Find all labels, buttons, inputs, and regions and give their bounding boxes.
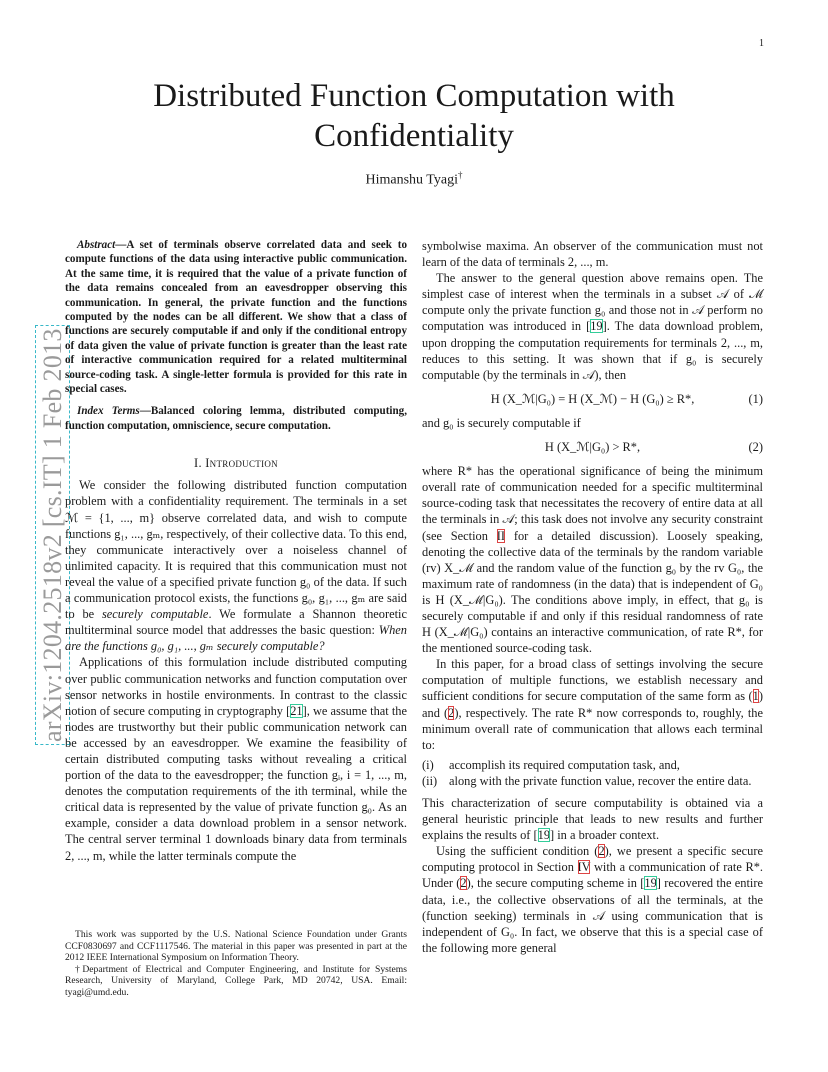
index-terms: Index Terms—Balanced coloring lemma, distributed computing, function computation, omniscience, secure computation.: [65, 405, 407, 432]
paragraph: Applications of this formulation include distributed computing over public communication networks and function computation over sensor networks in hostile environments. In contrast to the classic notion of secure computing in cryptography [21], we assume that the nodes are trustworthy but their public communication network can be accessed by an eavesdropper. We examine the feasibility of certain distributed computing tasks without revealing a critical portion of the data to the eavesdropper; the function gᵢ, i = 1, ..., m, denotes the computation requirements of the ith terminal, while the critical data is represented by the value of private function g₀. As an example, consider a data download problem in a sensor network. The central server terminal 1 downloads binary data from terminals 2, ..., m, while the latter terminals compute the: [65, 655, 407, 863]
citation-link[interactable]: 21: [290, 703, 303, 718]
author: Himanshu Tyagi†: [365, 170, 463, 188]
paragraph: In this paper, for a broad class of settings involving the secure computation of multiple functions, we establish necessary and sufficient conditions for secure computation of the same form as (1) and (2), respectively. The rate R* now corresponds to, roughly, the minimum overall rate of communication that allows each terminal to:: [422, 657, 763, 752]
section-heading: I. Introduction: [194, 456, 278, 471]
paragraph: The answer to the general question above remains open. The simplest case of interest when the terminals in a subset 𝒜 of ℳ compute only the private function g₀ and those not in 𝒜 perform no computation was introduced in [19]. The data download problem, upon dropping the computation requirements for terminals 2, ..., m, reduces to this setting. It was shown that if g₀ is securely computable (by the terminals in 𝒜), then: [422, 271, 763, 382]
citation-link[interactable]: 19: [590, 319, 603, 334]
equation-link[interactable]: 2: [460, 876, 467, 891]
paragraph: and g₀ is securely computable if: [422, 415, 581, 430]
citation-link[interactable]: 19: [537, 828, 551, 843]
enumerated-list: [422, 757, 763, 789]
equation-1: H (X_ℳ|G₀) = H (X_ℳ) − H (G₀) ≥ R*, (1): [490, 391, 763, 406]
left-column: [65, 238, 407, 864]
equation-2: H (X_ℳ|G₀) > R*, (2): [544, 440, 763, 455]
equation-link[interactable]: 2: [448, 705, 455, 720]
paragraph: where R* has the operational significance of being the minimum overall rate of communication needed for a specific multiterminal source-coding task that necessitates the recovery of entire data at all the terminals in 𝒜; this task does not involve any security constraint (see Section II for a detailed discussion). Loosely speaking, denoting the collective data of the terminals by the random variable (rv) X_ℳ and the random value of the function g₀ by the rv G₀, the maximum rate of randomness (in the data) that is independent of G₀ is H (X_ℳ|G₀). The conditions above imply, in effect, that g₀ is securely computable if and only if this residual randomness of rate H (X_ℳ|G₀) contains an interactive communication, of rate R*, for the mentioned source-coding task.: [422, 464, 763, 656]
right-column: [422, 238, 763, 956]
abstract: Abstract—A set of terminals observe correlated data and seek to compute functions of the data using interactive public communication. At the same time, it is required that the value of a private function of the data remains concealed from an eavesdropper observing this communication. In general, the private function and the functions computed by the nodes can be all different. We show that a class of functions are securely computable if and only if the conditional entropy of data given the value of private function is greater than the least rate of interactive communication required for a related multiterminal source-coding task. A single-letter formula is provided for this rate in special cases.: [65, 239, 407, 396]
paragraph: symbolwise maxima. An observer of the communication must not learn of the data of terminals 2, ..., m.: [422, 239, 763, 270]
equation-link[interactable]: 2: [598, 844, 605, 859]
footnotes: [65, 929, 407, 999]
paragraph: Using the sufficient condition (2), we present a specific secure computing protocol in Section IV with a communication of rate R*. Under (2), the secure computing scheme in [19] recovered the entire data, i.e., the collective observations of all the terminals, at the (function seeking) terminals in 𝒜 using communication that is independent of G₀. In fact, we observe that this is a special case of the following more general: [422, 844, 763, 955]
footnote: This work was supported by the U.S. National Science Foundation under Grants CCF0830697 and CCF1117546. The material in this paper was presented in part at the 2012 IEEE International Symposium on Information Theory.: [65, 929, 407, 964]
paragraph: We consider the following distributed function computation problem with a confidentiality requirement. The terminals in a set ℳ = {1, ..., m} observe correlated data, and wish to compute functions g₁, ..., gₘ, respectively, of their collective data. To this end, they communicate interactively over a noiseless channel of unlimited capacity. It is required that this communication must not reveal the value of a specified private function g₀ of the data. If such a communication protocol exists, the functions g₀, g₁, ..., gₘ are said to be securely computable. We formulate a Shannon theoretic multiterminal source model that addresses the basic question: When are the functions g₀, g₁, ..., gₘ securely computable?: [65, 478, 407, 654]
page-number: 1: [759, 38, 764, 49]
citation-link[interactable]: 19: [644, 876, 657, 891]
paper-title: Distributed Function Computation with Confidentiality: [153, 78, 675, 154]
list-item: (ii) along with the private function value, recover the entire data.: [422, 773, 752, 788]
arxiv-stamp[interactable]: arXiv:1204.2518v2 [cs.IT] 1 Feb 2013: [38, 328, 67, 742]
list-item: (i) accomplish its required computation task, and,: [422, 757, 680, 772]
equation-link[interactable]: 1: [752, 689, 759, 704]
section-link[interactable]: IV: [577, 860, 591, 875]
footnote: †Department of Electrical and Computer Engineering, and Institute for Systems Research, University of Maryland, College Park, MD 20742, USA. Email: tyagi@umd.edu.: [65, 963, 407, 998]
paragraph: This characterization of secure computability is obtained via a general heuristic principle that leads to new results and further explains the results of [19] in a broader context.: [422, 796, 763, 843]
section-link[interactable]: II: [496, 528, 506, 543]
